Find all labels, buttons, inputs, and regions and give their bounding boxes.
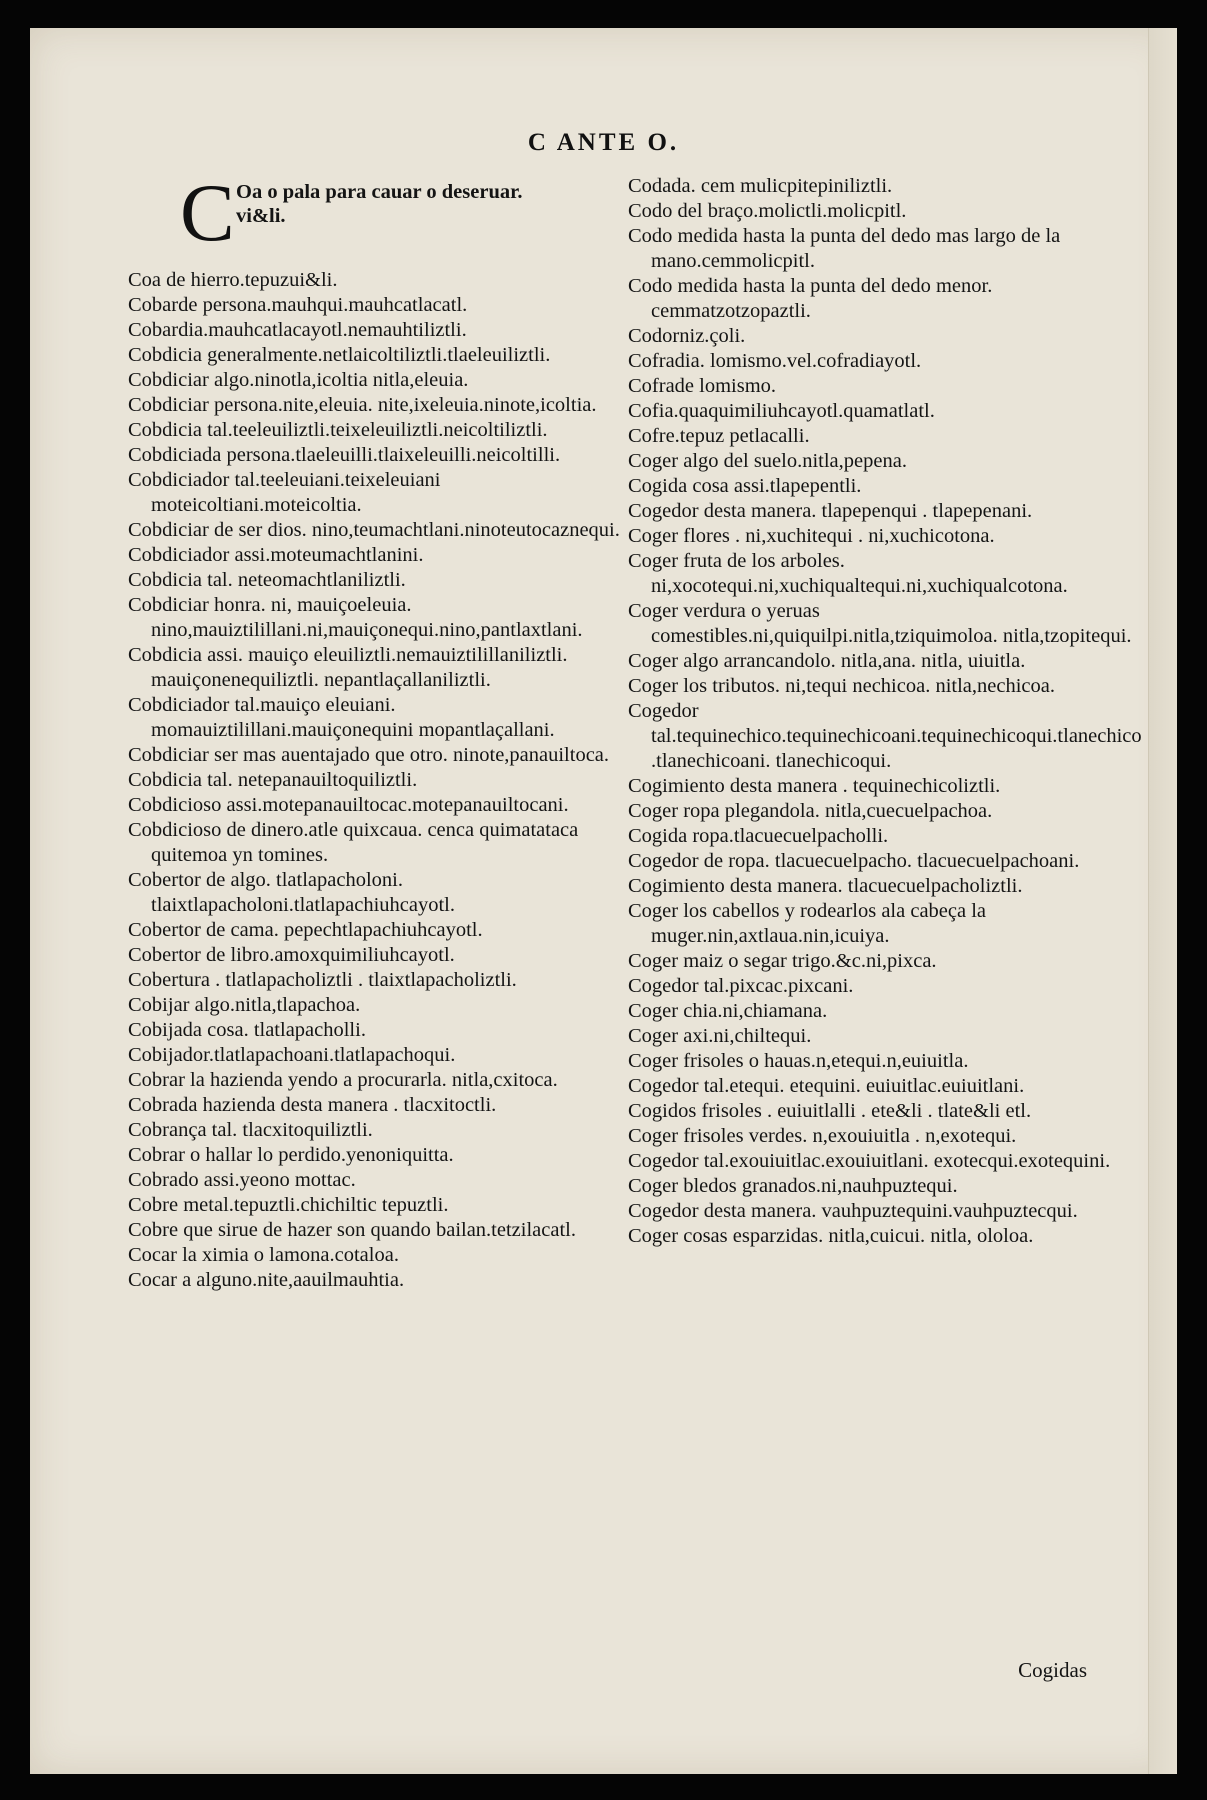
dictionary-entry: Coger cosas esparzidas. nitla,cuicui. nitla, ololoa. (628, 1225, 1034, 1247)
dictionary-entry: Cobijador.tlatlapachoani.tlatlapachoqui. (128, 1044, 456, 1066)
dictionary-entry: Cobdiciador tal.teeleuiani.teixeleuiani moteicoltiani.moteicoltia. (128, 469, 441, 516)
dictionary-entry: Cobertor de libro.amoxquimiliuhcayotl. (128, 944, 455, 966)
dictionary-entry: Cocar la ximia o lamona.cotaloa. (128, 1244, 399, 1266)
dictionary-entry: Cobdicioso assi.motepanauiltocac.motepanauiltocani. (128, 794, 569, 816)
dictionary-entry: Cobrar la hazienda yendo a procurarla. nitla,cxitoca. (128, 1069, 558, 1091)
dictionary-entry: Coa de hierro.tepuzui&li. (128, 269, 338, 291)
dictionary-entry: Cobdicia tal. neteomachtlaniliztli. (128, 569, 406, 591)
left-entry-list (128, 268, 643, 1293)
intro-line-2: vi&li. (236, 205, 286, 227)
dictionary-entry: Cobertura . tlatlapacholiztli . tlaixtlapacholiztli. (128, 969, 517, 991)
dictionary-entry: Cobdiciador assi.moteumachtlanini. (128, 544, 424, 566)
dictionary-entry: Cogidos frisoles . euiuitlalli . ete&li . tlate&li etl. (628, 1100, 1032, 1122)
dictionary-entry: Coger axi.ni,chiltequi. (628, 1025, 812, 1047)
drop-cap: C (180, 167, 235, 258)
dictionary-entry: Cobrado assi.yeono mottac. (128, 1169, 356, 1191)
dictionary-entry: Cofia.quaquimiliuhcayotl.quamatlatl. (628, 400, 935, 422)
dictionary-entry: Cobrança tal. tlacxitoquiliztli. (128, 1119, 373, 1141)
dictionary-entry: Cobertor de cama. pepechtlapachiuhcayotl. (128, 919, 483, 941)
dictionary-entry: Cobardia.mauhcatlacayotl.nemauhtiliztli. (128, 319, 467, 341)
dictionary-entry: Cobdicioso de dinero.atle quixcaua. cenca quimatataca quitemoa yn tomines. (128, 819, 579, 866)
dictionary-entry: Coger chia.ni,chiamana. (628, 1000, 828, 1022)
dictionary-entry: Cogedor tal.etequi. etequini. euiuitlac.euiuitlani. (628, 1075, 1025, 1097)
dictionary-entry: Coger frisoles o hauas.n,etequi.n,euiuitla. (628, 1050, 969, 1072)
dictionary-entry: Cobertor de algo. tlatlapacholoni. tlaixtlapacholoni.tlatlapachiuhcayotl. (128, 869, 455, 916)
dictionary-entry: Coger fruta de los arboles. ni,xocotequi.ni,xuchiqualtequi.ni,xuchiqualcotona. (628, 550, 1068, 597)
dictionary-entry: Cobrar o hallar lo perdido.yenoniquitta. (128, 1144, 454, 1166)
dictionary-entry: Cobdicia assi. mauiço eleuiliztli.nemauiztilillaniliztli. mauiçonenequiliztli. nepantlaçallaniliztli. (128, 644, 568, 691)
dictionary-entry: Codo del braço.molictli.molicpitl. (628, 200, 907, 222)
dictionary-entry: Codo medida hasta la punta del dedo mas largo de la mano.cemmolicpitl. (628, 225, 1061, 272)
dictionary-entry: Cobdicia generalmente.netlaicoltiliztli.tlaeleuiliztli. (128, 344, 551, 366)
page-header: C ANTE O. (527, 129, 680, 156)
dictionary-entry: Cobdiciada persona.tlaeleuilli.tlaixeleuilli.neicoltilli. (128, 444, 561, 466)
dictionary-entry: Cobijar algo.nitla,tlapachoa. (128, 994, 361, 1016)
dictionary-entry: Cobrada hazienda desta manera . tlacxitoctli. (128, 1094, 497, 1116)
dictionary-entry: Cobre metal.tepuztli.chichiltic tepuztli. (128, 1194, 449, 1216)
dictionary-entry: Cobdiciador tal.mauiço eleuiani. momauiztilillani.mauiçonequini mopantlaçallani. (128, 694, 555, 741)
dictionary-entry: Cobdiciar ser mas auentajado que otro. ninote,panauiltoca. (128, 744, 610, 766)
dictionary-entry: Coger maiz o segar trigo.&c.ni,pixca. (628, 950, 937, 972)
dictionary-entry: Cogimiento desta manera . tequinechicoliztli. (628, 775, 1001, 797)
dictionary-entry: Cogimiento desta manera. tlacuecuelpacholiztli. (628, 875, 1023, 897)
dictionary-entry: Coger frisoles verdes. n,exouiuitla . n,exotequi. (628, 1125, 1017, 1147)
dictionary-entry: Coger bledos granados.ni,nauhpuztequi. (628, 1175, 958, 1197)
dictionary-entry: Cogedor de ropa. tlacuecuelpacho. tlacuecuelpachoani. (628, 850, 1080, 872)
dictionary-entry: Cocar a alguno.nite,aauilmauhtia. (128, 1269, 405, 1291)
dictionary-entry: Cobdiciar algo.ninotla,icoltia nitla,eleuia. (128, 369, 469, 391)
right-column (628, 174, 1143, 1249)
dictionary-entry: Codada. cem mulicpitepiniliztli. (628, 175, 893, 197)
dictionary-entry: Cofre.tepuz petlacalli. (628, 425, 810, 447)
dictionary-entry: Cogedor tal.pixcac.pixcani. (628, 975, 854, 997)
dictionary-entry: Cogida ropa.tlacuecuelpacholli. (628, 825, 889, 847)
dictionary-entry: Cobdicia tal.teeleuiliztli.teixeleuiliztli.neicoltiliztli. (128, 419, 548, 441)
dictionary-entry: Cobdiciar honra. ni, mauiçoeleuia. nino,mauiztilillani.ni,mauiçonequi.nino,pantlaxtlani. (128, 594, 583, 641)
dictionary-entry: Cobarde persona.mauhqui.mauhcatlacatl. (128, 294, 468, 316)
left-column (128, 167, 643, 1293)
dictionary-entry: Cogedor desta manera. tlapepenqui . tlapepenani. (628, 500, 1033, 522)
dictionary-entry: Coger algo del suelo.nitla,pepena. (628, 450, 907, 472)
intro-line-1: Oa o pala para cauar o deseruar. (236, 181, 523, 203)
dictionary-entry: Cogedor desta manera. vauhpuztequini.vauhpuztecqui. (628, 1200, 1078, 1222)
dictionary-entry: Coger algo arrancandolo. nitla,ana. nitla, uiuitla. (628, 650, 1026, 672)
dictionary-entry: Coger ropa plegandola. nitla,cuecuelpachoa. (628, 800, 993, 822)
intro-entry (128, 167, 643, 258)
right-entry-list (628, 174, 1143, 1249)
dictionary-entry: Coger verdura o yeruas comestibles.ni,quiquilpi.nitla,tziquimoloa. nitla,tzopitequi. (628, 600, 1132, 647)
dictionary-entry: Codorniz.çoli. (628, 325, 746, 347)
dictionary-entry: Cobre que sirue de hazer son quando bailan.tetzilacatl. (128, 1219, 576, 1241)
dictionary-entry: Cobijada cosa. tlatlapacholli. (128, 1019, 366, 1041)
dictionary-entry: Coger los cabellos y rodearlos ala cabeça la muger.nin,axtlaua.nin,icuiya. (628, 900, 987, 947)
dictionary-entry: Codo medida hasta la punta del dedo menor. cemmatzotzopaztli. (628, 275, 993, 322)
dictionary-entry: Coger flores . ni,xuchitequi . ni,xuchicotona. (628, 525, 995, 547)
facing-page-edge (1148, 28, 1177, 1774)
intro-text (236, 180, 522, 228)
dictionary-entry: Coger los tributos. ni,tequi nechicoa. nitla,nechicoa. (628, 675, 1055, 697)
catchword: Cogidas (1018, 1658, 1087, 1682)
manuscript-page (30, 28, 1177, 1774)
dictionary-entry: Cogedor tal.exouiuitlac.exouiuitlani. exotecqui.exotequini. (628, 1150, 1111, 1172)
dictionary-entry: Cogida cosa assi.tlapepentli. (628, 475, 862, 497)
dictionary-entry: Cofrade lomismo. (628, 375, 777, 397)
dictionary-entry: Cobdicia tal. netepanauiltoquiliztli. (128, 769, 418, 791)
dictionary-entry: Cobdiciar de ser dios. nino,teumachtlani.ninoteutocaznequi. (128, 519, 620, 541)
dictionary-entry: Cogedor tal.tequinechico.tequinechicoani.tequinechicoqui.tlanechico .tlanechicoani. tlanechicoqui. (628, 700, 1142, 772)
dictionary-entry: Cofradia. lomismo.vel.cofradiayotl. (628, 350, 922, 372)
dictionary-entry: Cobdiciar persona.nite,eleuia. nite,ixeleuia.ninote,icoltia. (128, 394, 597, 416)
